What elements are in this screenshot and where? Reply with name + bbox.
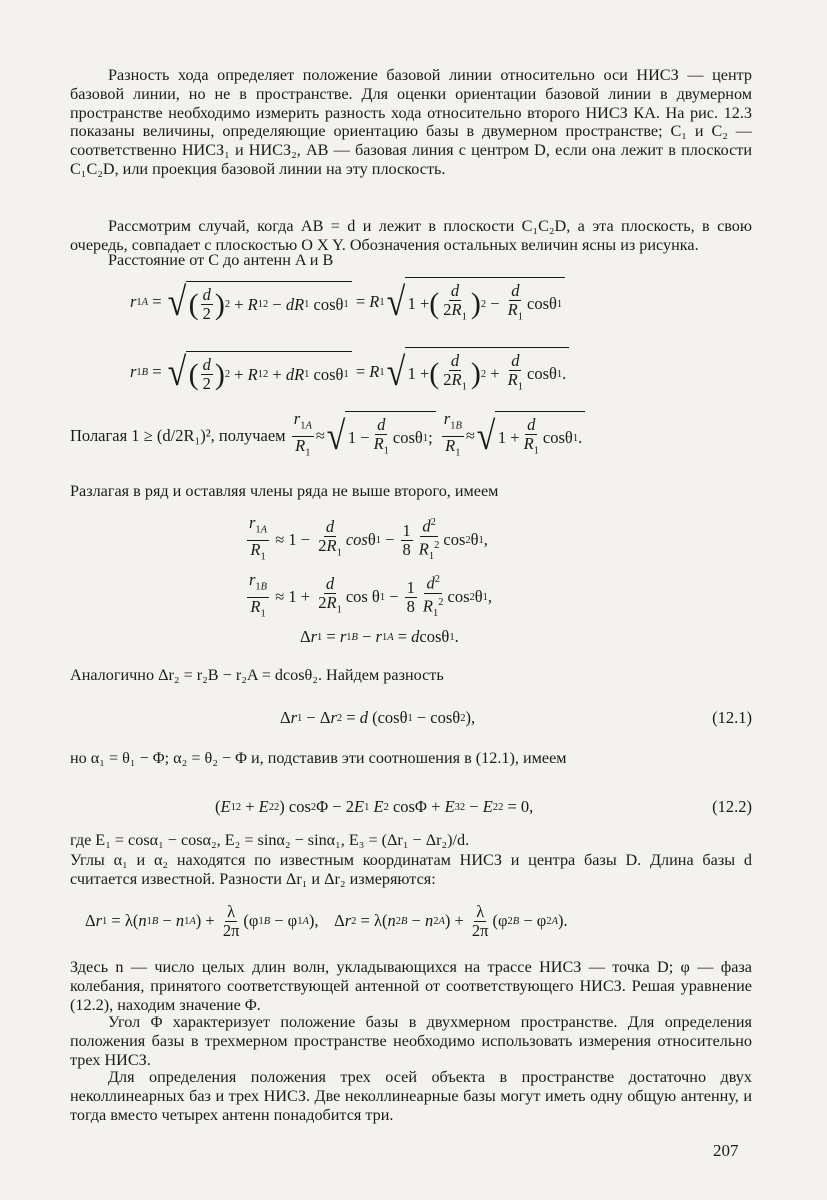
page-number: 207 [713, 1141, 739, 1160]
paragraph-angle-phi: Угол Φ характеризует положение базы в двухмерном пространстве. Для определения положения базы в трехмерном пространстве необходимо использовать измерения относительно трех НИСЗ. [70, 1013, 752, 1069]
equation-number-12-1: (12.1) [712, 708, 752, 727]
paragraph-similarly: Аналогично Δr₂ = r₂B − r₂A = dcosθ₂. Найдем разность [70, 666, 444, 684]
equation-12-2: ( E 1 2 + E 2 2 ) cos 2 Φ − 2 E 1 E 2 cosΦ + E 3 2 − E 2 2 = 0, [215, 797, 534, 816]
equation-approx: Полагая 1 ≥ (d/2R₁)², получаем $r_{1A}$ $R_1$ ≈ √ 1 − d $R_1$ cosθ 1 ; $r_{1B}$ $R_1$ ≈ √ 1 + d $R_1$ cosθ 1 . [70, 410, 585, 462]
paragraph-here: Здесь n — число целых длин волн, укладывающихся на трассе НИСЗ — точка D; φ — фаза колебания, принятого соответствующей антенной от соответствующего НИСЗ. Решая уравнение (12.2), находим значение Φ. [70, 958, 752, 1014]
paragraph-intro: Разность хода определяет положение базовой линии относительно оси НИСЗ — центр базовой линии, но не в пространстве. Для оценки ориентации базовой линии в двумерном пространстве необходимо измерить разность хода относительно второго НИСЗ КА. На рис. 12.3 показаны величины, определяющие ориентацию базы в двумерном пространстве; C₁ и C₂ — соответственно НИСЗ₁ и НИСЗ₂, AB — базовая линия с центром D, если она лежит в плоскости C₁C₂D, или проекция базовой линии на эту плоскость. [70, 66, 752, 178]
equation-number-12-2: (12.2) [712, 797, 752, 816]
paragraph-series: Разлагая в ряд и оставляя члены ряда не выше второго, имеем [70, 482, 499, 500]
equation-r1b: r 1B = √ ( d 2 ) 2 + R 1 2 + dR 1 cosθ 1 = R 1 √ 1 + ( d $2R_1$ ) 2 + d $R_1$ cosθ 1 . [130, 342, 569, 402]
equation-series-a: $r_{1A}$ $R_1$ ≈ 1 − d $2R_1$ cos θ 1 − 1 8 $d^2$ $R_1^2$ cos 2 θ 1 , [249, 513, 488, 562]
paragraph-substitution: но α₁ = θ₁ − Φ; α₂ = θ₂ − Φ и, подставив эти соотношения в (12.1), имеем [70, 749, 567, 767]
paragraph-distance: Расстояние от C до антенн A и B [108, 251, 334, 269]
approx-lead-text: Полагая 1 ≥ (d/2R₁)², получаем [70, 426, 286, 445]
paragraph-where: где E₁ = cosα₁ − cosα₂, E₂ = sinα₂ − sinα₁, E₃ = (Δr₁ − Δr₂)/d. [70, 831, 470, 849]
equation-12-1: Δ r 1 − Δ r 2 = d (cosθ 1 − cosθ 2 ), [280, 708, 476, 727]
paragraph-three-axes: Для определения положения трех осей объекта в пространстве достаточно двух неколлинеарных баз и трех НИСЗ. Две неколлинеарные базы могут иметь одну общую антенну, и тогда вместо четырех антенн понадобится три. [70, 1068, 752, 1124]
paragraph-case: Рассмотрим случай, когда AB = d и лежит в плоскости C₁C₂D, а эта плоскость, в свою очередь, совпадает с плоскостью O X Y. Обозначения остальных величин ясны из рисунка. [70, 217, 752, 254]
equation-r1a: r 1A = √ ( d 2 ) 2 + R 1 2 − dR 1 cosθ 1 = R 1 √ 1 + ( d $2R_1$ ) 2 − d $R_1$ cosθ 1 [130, 272, 565, 332]
equation-measurements: Δ r 1 = λ( n 1B − n 1A ) + λ 2π (φ 1B − φ 1A ), Δ r 2 = λ( n 2B − n 2A ) + λ 2π (φ 2B − φ 2A ). [85, 901, 568, 940]
equation-delta-r1: Δ r 1 = r 1B − r 1A = d cosθ 1 . [300, 627, 459, 646]
equation-series-b: $r_{1B}$ $R_1$ ≈ 1 + d $2R_1$ cos θ 1 − 1 8 $d^2$ $R_1^2$ cos 2 θ 1 , [249, 570, 493, 619]
paragraph-angles: Углы α₁ и α₂ находятся по известным координатам НИСЗ и центра базы D. Длина базы d считается известной. Разности Δr₁ и Δr₂ измеряются: [70, 851, 752, 888]
